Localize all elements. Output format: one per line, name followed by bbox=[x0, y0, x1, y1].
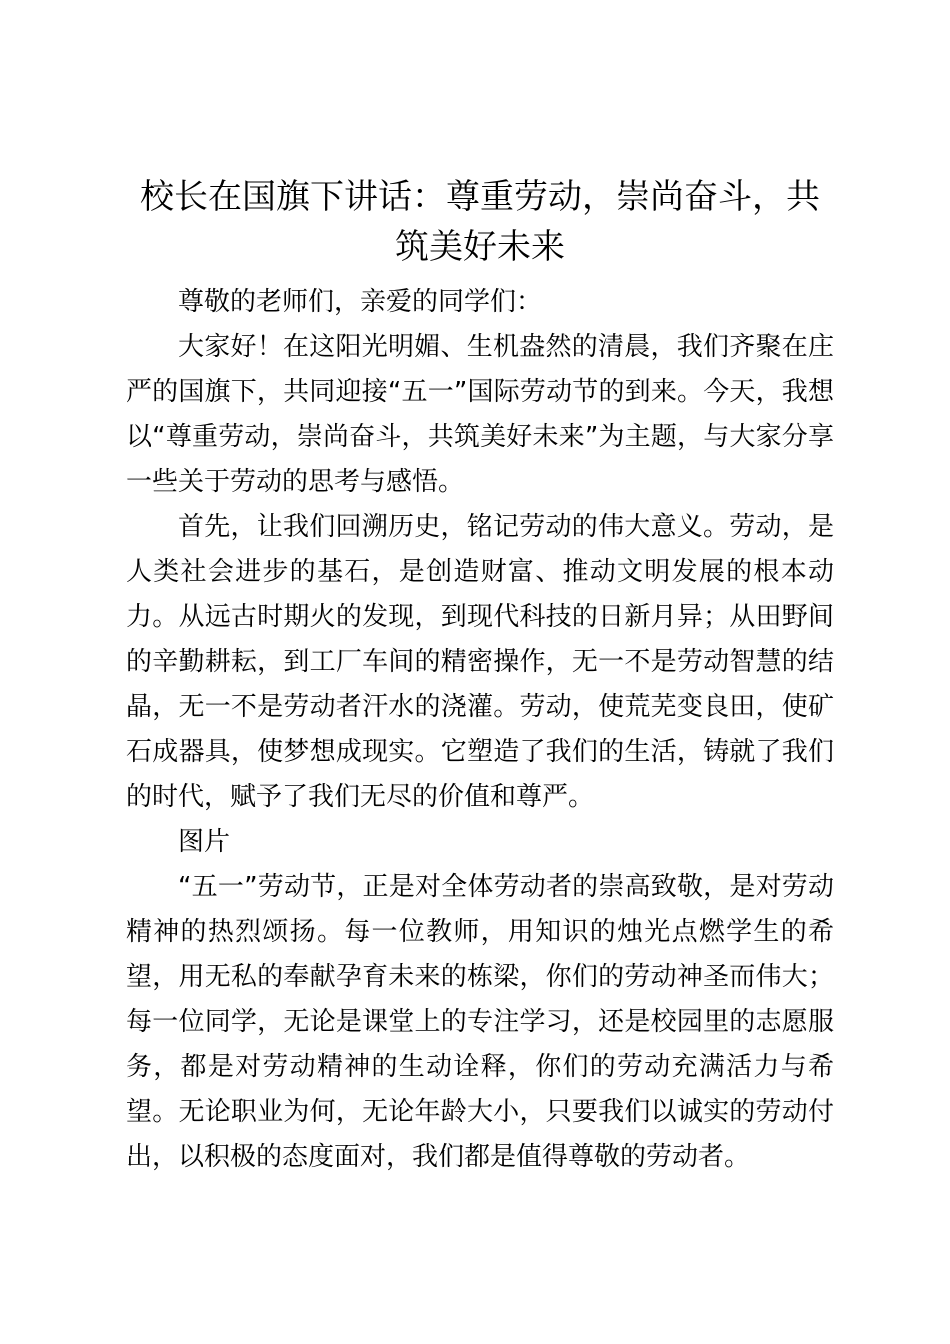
salutation: 尊敬的老师们，亲爱的同学们： bbox=[178, 287, 543, 317]
image-placeholder-label: 图片 bbox=[178, 827, 231, 857]
document-body bbox=[126, 280, 834, 1180]
paragraph-history: 首先，让我们回溯历史，铭记劳动的伟大意义。劳动，是人类社会进步的基石，是创造财富、推动文明发展的根本动力。从远古时期火的发现，到现代科技的日新月异；从田野间的辛勤耕耘，到工厂车间的精密操作，无一不是劳动智慧的结晶，无一不是劳动者汗水的浇灌。劳动，使荒芜变良田，使矿石成器具，使梦想成现实。它塑造了我们的生活，铸就了我们的时代，赋予了我们无尽的价值和尊严。 bbox=[126, 512, 834, 812]
document-page bbox=[126, 172, 834, 1180]
document-title: 校长在国旗下讲话：尊重劳动，崇尚奋斗，共筑美好未来 bbox=[140, 177, 820, 267]
paragraph-greeting: 大家好！在这阳光明媚、生机盎然的清晨，我们齐聚在庄严的国旗下，共同迎接“五一”国际劳动节的到来。今天，我想以“尊重劳动，崇尚奋斗，共筑美好未来”为主题，与大家分享一些关于劳动的思考与感悟。 bbox=[126, 332, 834, 497]
paragraph-labor-day: “五一”劳动节，正是对全体劳动者的崇高致敬，是对劳动精神的热烈颂扬。每一位教师，用知识的烛光点燃学生的希望，用无私的奉献孕育未来的栋梁，你们的劳动神圣而伟大；每一位同学，无论是课堂上的专注学习，还是校园里的志愿服务，都是对劳动精神的生动诠释，你们的劳动充满活力与希望。无论职业为何，无论年龄大小，只要我们以诚实的劳动付出，以积极的态度面对，我们都是值得尊敬的劳动者。 bbox=[126, 872, 834, 1172]
